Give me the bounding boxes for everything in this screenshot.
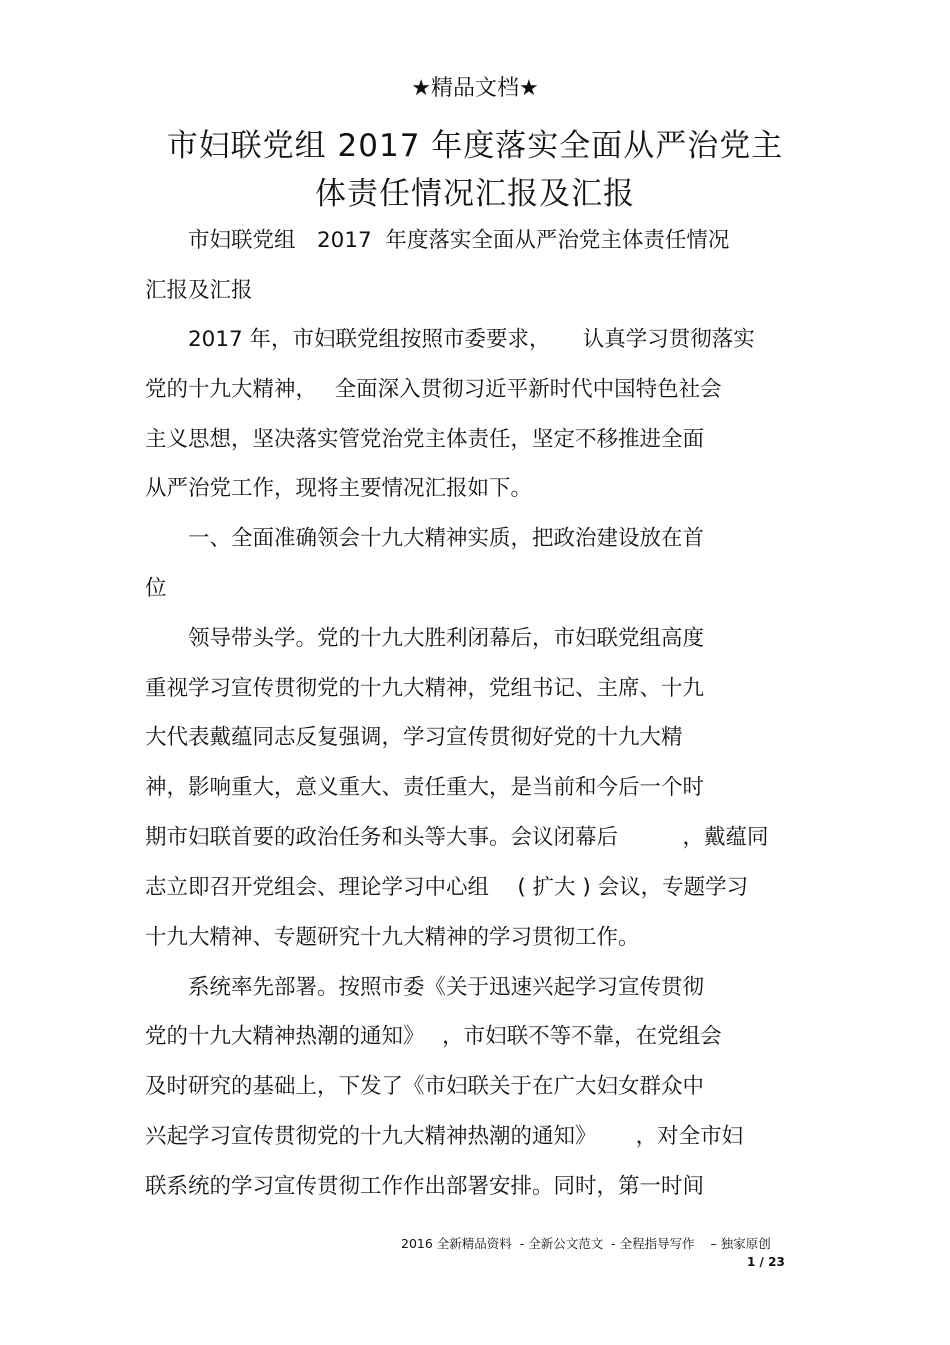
body-text-line: 党的十九大精神热潮的通知》 ，市妇联不等不靠，在党组会	[145, 1024, 722, 1049]
body-text-line: 从严治党工作，现将主要情况汇报如下。	[145, 476, 533, 501]
document-title-line-2: 体责任情况汇报及汇报	[315, 176, 635, 212]
body-text-line: 十九大精神、专题研究十九大精神的学习贯彻工作。	[145, 925, 640, 950]
body-text-line: 党的十九大精神， 全面深入贯彻习近平新时代中国特色社会	[145, 377, 722, 402]
body-text-line: 期市妇联首要的政治任务和头等大事。会议闭幕后 ，戴蕴同	[145, 825, 769, 850]
page-header-label: ★精品文档★	[411, 76, 539, 101]
document-title-line-1: 市妇联党组 2017 年度落实全面从严治党主	[166, 128, 784, 164]
body-text-line: 大代表戴蕴同志反复强调，学习宣传贯彻好党的十九大精	[145, 725, 683, 750]
body-text-line: 一、全面准确领会十九大精神实质，把政治建设放在首	[145, 526, 705, 551]
body-text-line: 系统率先部署。按照市委《关于迅速兴起学习宣传贯彻	[145, 975, 705, 1000]
body-text-line: 主义思想，坚决落实管党治党主体责任，坚定不移推进全面	[145, 427, 705, 452]
page-number: 1 / 23	[747, 1255, 785, 1269]
body-text-line: 志立即召开党组会、理论学习中心组 ( 扩大 ) 会议，专题学习	[145, 875, 749, 900]
body-text-line: 及时研究的基础上，下发了《市妇联关于在广大妇女群众中	[145, 1074, 705, 1099]
body-text-line: 2017 年，市妇联党组按照市委要求， 认真学习贯彻落实	[145, 327, 755, 352]
body-text-line: 重视学习宣传贯彻党的十九大精神，党组书记、主席、十九	[145, 676, 705, 701]
body-text-line: 位	[145, 576, 167, 601]
body-text-line: 神，影响重大，意义重大、责任重大，是当前和今后一个时	[145, 775, 705, 800]
body-text-line: 联系统的学习宣传贯彻工作作出部署安排。同时，第一时间	[145, 1174, 705, 1199]
body-text-line: 市妇联党组 2017 年度落实全面从严治党主体责任情况	[145, 228, 730, 253]
body-text-line: 领导带头学。党的十九大胜利闭幕后，市妇联党组高度	[145, 626, 705, 651]
body-text-line: 兴起学习宣传贯彻党的十九大精神热潮的通知》 ，对全市妇	[145, 1124, 744, 1149]
body-text-line: 汇报及汇报	[145, 278, 253, 303]
footer-text: 2016 全新精品资料 - 全新公文范文 - 全程指导写作 – 独家原创	[401, 1236, 771, 1251]
